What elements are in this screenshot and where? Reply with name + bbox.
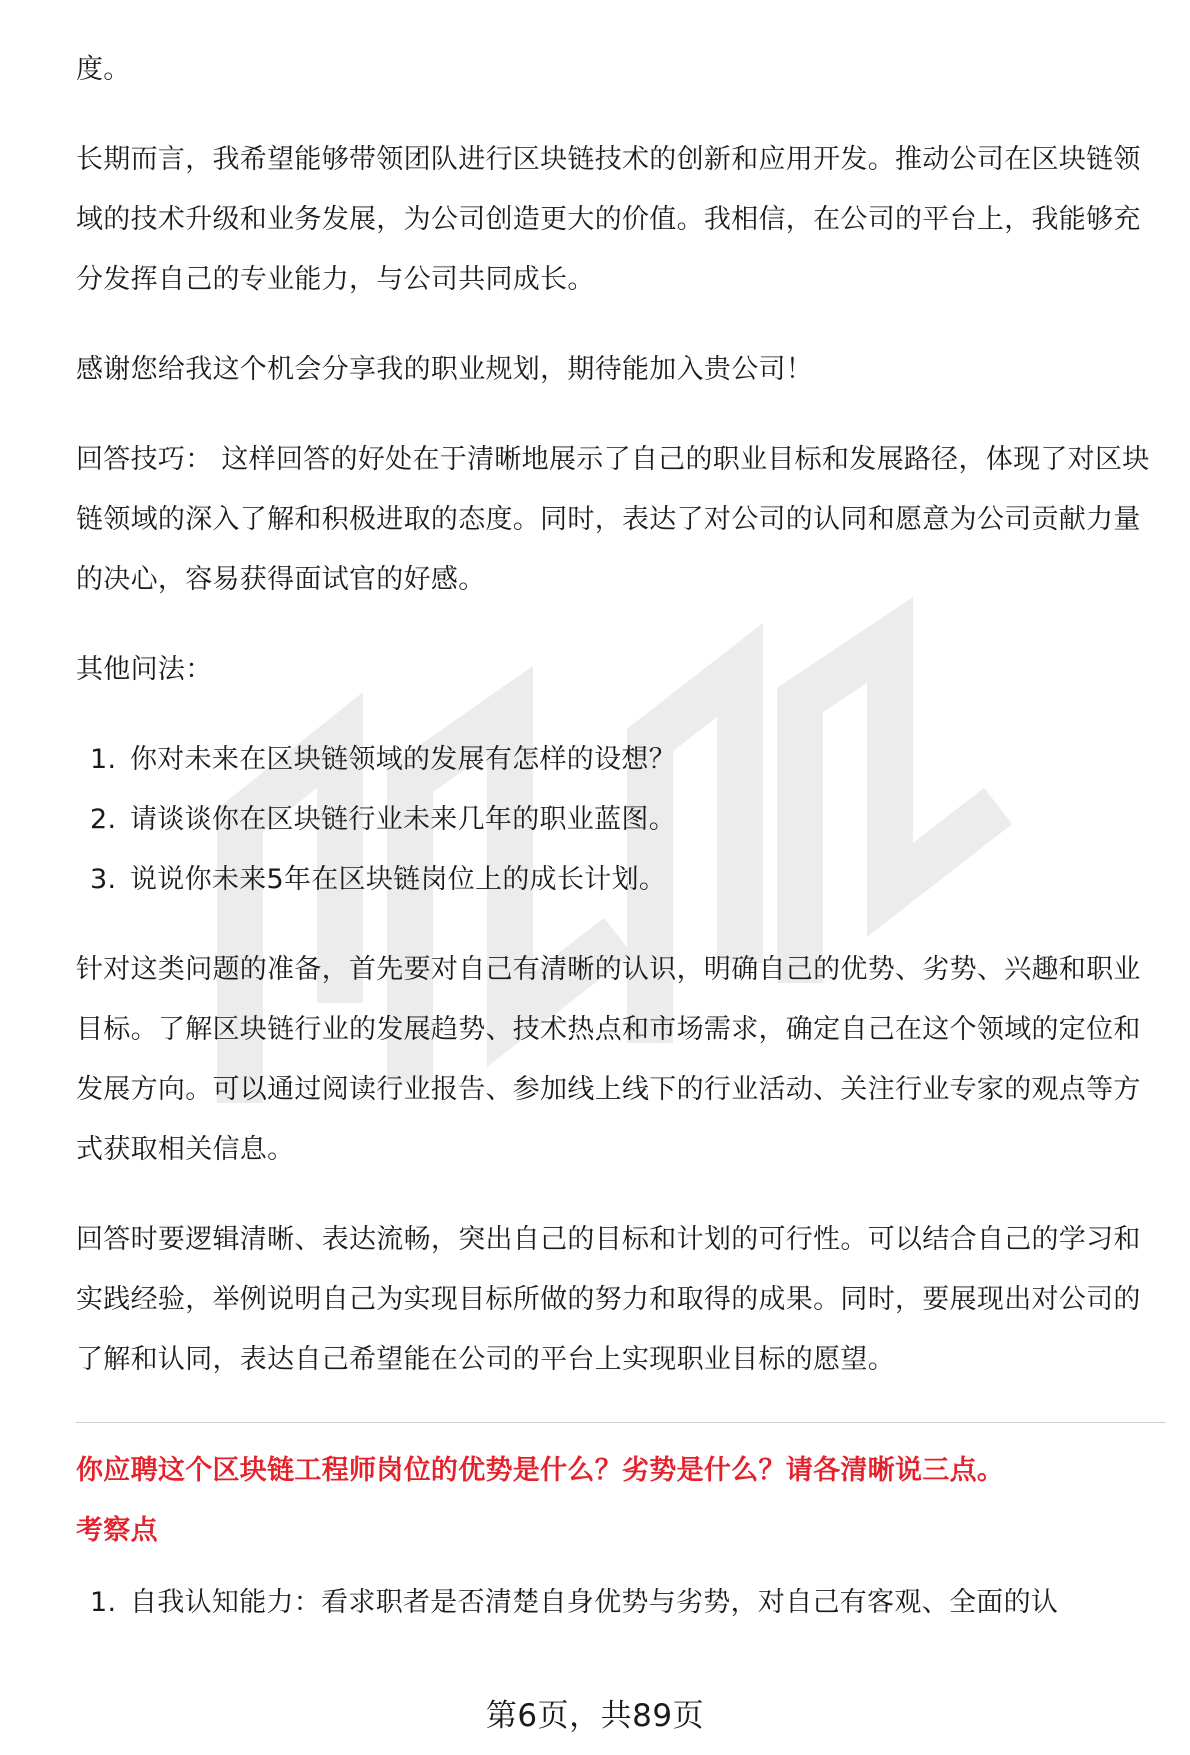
paragraph-thanks: 感谢您给我这个机会分享我的职业规划，期待能加入贵公司！ bbox=[76, 354, 814, 385]
document-page bbox=[76, 40, 1166, 1633]
section-label-assessment-points: 考察点 bbox=[76, 1515, 158, 1546]
list-item-number: 3. bbox=[90, 864, 117, 895]
question-title: 你应聘这个区块链工程师岗位的优势是什么？劣势是什么？请各清晰说三点。 bbox=[76, 1455, 1005, 1486]
list-item-text: 请谈谈你在区块链行业未来几年的职业蓝图。 bbox=[130, 804, 676, 835]
other-questions-list bbox=[76, 730, 1166, 910]
list-item-text: 说说你未来5年在区块链岗位上的成长计划。 bbox=[130, 864, 667, 895]
list-item-number: 2. bbox=[90, 804, 117, 835]
assessment-points-list bbox=[76, 1573, 1166, 1633]
list-item bbox=[76, 730, 1166, 790]
paragraph-long-term: 长期而言，我希望能够带领团队进行区块链技术的创新和应用开发。推动公司在区块链领域的技术升级和业务发展，为公司创造更大的价值。我相信，在公司的平台上，我能够充分发挥自己的专业能力，与公司共同成长。 bbox=[76, 144, 1141, 295]
list-item-text: 自我认知能力：看求职者是否清楚自身优势与劣势，对自己有客观、全面的认 bbox=[130, 1587, 1059, 1618]
list-item-number: 1. bbox=[90, 1587, 117, 1618]
paragraph-other-asks-label: 其他问法： bbox=[76, 654, 213, 685]
paragraph-answer-tips: 回答技巧： 这样回答的好处在于清晰地展示了自己的职业目标和发展路径，体现了对区块链领域的深入了解和积极进取的态度。同时，表达了对公司的认同和愿意为公司贡献力量的决心，容易获得面试官的好感。 bbox=[76, 444, 1150, 595]
list-item bbox=[76, 790, 1166, 850]
list-item-number: 1. bbox=[90, 744, 117, 775]
paragraph-continuation: 度。 bbox=[76, 54, 131, 85]
paragraph-preparation: 针对这类问题的准备，首先要对自己有清晰的认识，明确自己的优势、劣势、兴趣和职业目标。了解区块链行业的发展趋势、技术热点和市场需求，确定自己在这个领域的定位和发展方向。可以通过阅读行业报告、参加线上线下的行业活动、关注行业专家的观点等方式获取相关信息。 bbox=[76, 954, 1141, 1165]
list-item-text: 你对未来在区块链领域的发展有怎样的设想？ bbox=[130, 744, 676, 775]
list-item bbox=[76, 850, 1166, 910]
list-item bbox=[76, 1573, 1166, 1633]
page-number-footer: 第6页，共89页 bbox=[485, 1698, 705, 1734]
paragraph-answer-logic: 回答时要逻辑清晰、表达流畅，突出自己的目标和计划的可行性。可以结合自己的学习和实践经验，举例说明自己为实现目标所做的努力和取得的成果。同时，要展现出对公司的了解和认同，表达自己希望能在公司的平台上实现职业目标的愿望。 bbox=[76, 1224, 1141, 1375]
